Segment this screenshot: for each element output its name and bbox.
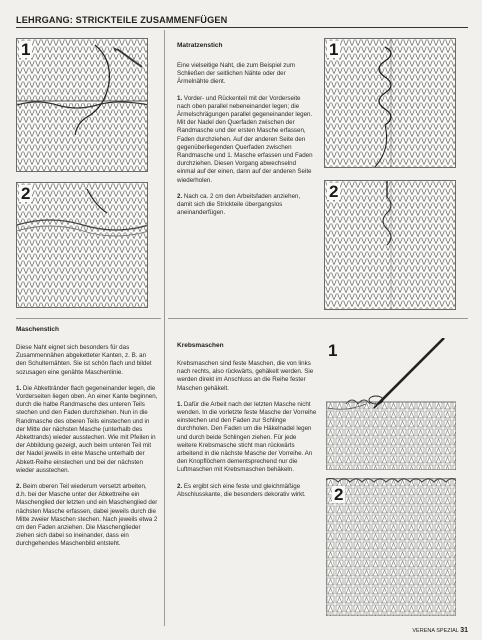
figure-matratzenstich-1	[324, 38, 456, 168]
step1-krebsmaschen	[177, 401, 317, 475]
figure-maschenstich-2	[16, 182, 148, 308]
figure-number: 2	[334, 485, 344, 504]
figure-number: 1	[21, 40, 31, 59]
step2-matratzenstich	[177, 193, 315, 218]
text-krebsmaschen	[177, 360, 317, 507]
step-text: Vorder- und Rückenteil mit der Vorderseite nach oben parallel nebeneinander legen; die Ärmelschrägungen parallel gegeneinander legen. Mit der Nadel den Querfaden zwischen der Randmasche und der ersten Masche erfassen, Faden durchziehen. Auf der anderen Seite den gegenüberliegenden Querfaden zwischen Randmasche und 1. Masche erfassen und Faden durchziehen. Diesen Vorgang abwechselnd einmal auf der einen, dann auf der anderen Seite wiederholen.	[177, 94, 313, 184]
figure-number: 1	[329, 40, 339, 59]
figure-number: 2	[329, 182, 339, 201]
section-header	[16, 14, 468, 28]
page-number: 31	[460, 627, 468, 634]
column-divider	[164, 30, 165, 626]
divider-right	[168, 318, 468, 319]
figure-matratzenstich-2	[324, 180, 456, 310]
step1-maschenstich	[16, 385, 158, 475]
page-footer	[412, 627, 468, 634]
heading-matratzenstich: Matratzenstich	[177, 42, 223, 49]
text-maschenstich	[16, 344, 158, 557]
figure-krebsmaschen-1	[326, 338, 456, 470]
figure-maschenstich-1	[16, 38, 148, 172]
step-text: Es ergibt sich eine feste und gleichmäßige Abschlusskante, die besonders dekorativ wirkt.	[177, 482, 306, 498]
heading-krebsmaschen: Krebsmaschen	[177, 342, 224, 349]
step2-krebsmaschen	[177, 483, 317, 499]
intro-krebsmaschen: Krebsmaschen sind feste Maschen, die von links nach rechts, also rückwärts, gehäkelt werden. Sie werden direkt im Anschluss an die Reihe fester Maschen gehäkelt.	[177, 360, 314, 392]
divider-left	[16, 318, 161, 319]
step2-maschenstich	[16, 483, 158, 549]
step-text: Nach ca. 2 cm den Arbeitsfaden anziehen, damit sich die Strickteile übergangslos aneinanderfügen.	[177, 192, 301, 217]
step1-matratzenstich	[177, 95, 315, 185]
step-number: 2.	[16, 483, 22, 491]
intro-matratzenstich: Eine vielseitige Naht, die zum Beispiel zum Schließen der seitlichen Nähte oder der Ärmelnähte dient.	[177, 62, 295, 86]
step-number: 2.	[177, 482, 183, 490]
step-number: 1.	[177, 400, 183, 408]
step-text: Beim oberen Teil wiederum versetzt arbeiten, d.h. bei der Masche unter der Abkettreihe ein Maschenglied der letzten und ein Maschenglied der nächsten Masche erfassen, dabei jeweils durch die Mitte zweier Maschen stechen. Nach jeweils etwa 2 cm den Faden anziehen. Die Maschenglieder ziehen sich dabei so ineinander, dass ein durchgehendes Maschenbild entsteht.	[16, 483, 158, 548]
text-matratzenstich	[177, 62, 315, 225]
step-text: Dafür die Arbeit nach der letzten Masche nicht wenden. In die vorletzte feste Masche der Vorreihe einstechen und den Faden zur Schlinge durchholen. Den Faden um die Häkelnadel legen und durch beide Schlingen ziehen. Für jede weitere Krebsmasche sticht man rückwärts arbeitend in die nächste Masche der Vorreihe. An den Knopflöchern dementsprechend nur die Luftmaschen mit Krebsmaschen behäkeln.	[177, 400, 317, 474]
figure-krebsmaschen-2	[326, 478, 456, 616]
page-title: LEHRGANG: STRICKTEILE ZUSAMMENFÜGEN	[16, 15, 228, 25]
figure-number: 1	[328, 341, 338, 360]
figure-number: 2	[21, 184, 31, 203]
intro-maschenstich: Diese Naht eignet sich besonders für das Zusammennähen abgeketteter Kanten, z. B. an den Schulternähten. Sie ist schön flach und bildet sozusagen eine genähte Maschenlinie.	[16, 344, 152, 376]
brand-name: VERENA	[412, 628, 435, 634]
step-number: 1.	[177, 94, 183, 102]
step-number: 1.	[16, 384, 22, 392]
brand-sub: SPEZIAL	[436, 628, 459, 634]
step-text: Die Abkettränder flach gegeneinander legen, die Vorderseiten liegen oben. An einer Kante beginnen, durch die halbe Randmasche des unteren Teils stechen und den Faden durchziehen. Nun in die Randmasche des oberen Teils einstechen und in der Mitte der nächsten Masche (unterhalb des Abkettrands) wieder ausstechen. Wie mit Pfeilen in der Abbildung gezeigt, auch beim unteren Teil mit der Nadel jeweils in eine Masche unterhalb der Abkett-Reihe einstechen und bei der nächsten wieder ausstechen.	[16, 384, 158, 474]
step-number: 2.	[177, 192, 183, 200]
heading-maschenstich: Maschenstich	[16, 326, 59, 333]
